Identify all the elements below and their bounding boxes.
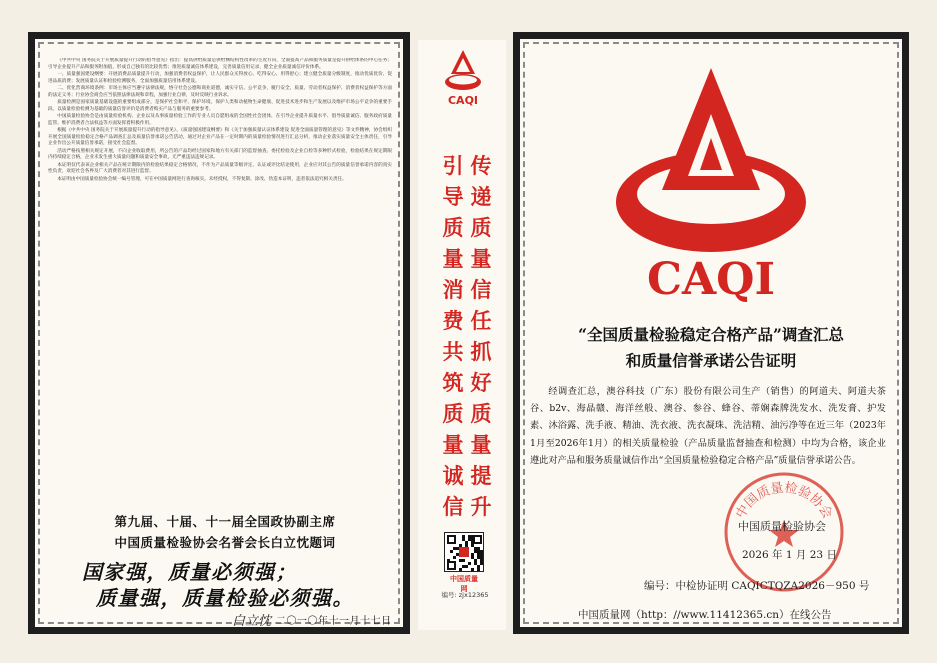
qr-module (459, 568, 462, 571)
inscription-date: 二〇一〇年十一月十七日 (276, 616, 392, 627)
slogan-left-2: 共筑质量诚信 (442, 339, 464, 519)
issue-date: 2026 年 1 月 23 日 (742, 549, 837, 561)
policy-paragraph: 二、优化营商环境条例：市场主体应当遵守法律法规，恪守社会公德和商业道德，诚实守信、公平竞争，履行安全、质量、劳动者权益保护、消费者权益保护等方面的法定义务；行业协会商会应当依照法律法规和章程，加强行业自律，及时反映行业诉求。 (48, 86, 392, 98)
main-logo-text: CAQI (646, 254, 776, 305)
qr-module (447, 559, 450, 562)
calligraphy-line2: 质量强，质量检验必须强。 (96, 586, 354, 610)
qr-center-logo (458, 546, 470, 558)
slogan-right-1: 传递质量信任 (470, 153, 492, 333)
title-line2: 和质量信誉承诺公告证明 (625, 351, 797, 370)
qr-module (456, 547, 459, 550)
policy-paragraph: 活动严格按照相关规定开展，不向企业收取费用，所公告的产品均经过国家和地方有关部门的监督抽查、委托检验及企业自检等多种形式检验，检验结果在规定期限内持续稳定合格，企业未发生重大质量问题和质量安全事故，无严重违法违规记录。 (48, 148, 392, 160)
qr-module (465, 565, 468, 568)
slogan-column-right (468, 150, 494, 522)
title-line1: “全国质量检验稳定合格产品”调查汇总 (578, 325, 844, 344)
policy-paragraph: 中国质量检验协会是由质量检验机构、企业以及从事质量检验工作的专业人员自愿组成的全国性社会团体，在引导企业提升质量水平、倡导质量诚信、服务政府质量监管、维护消费者合法权益等方面发挥着积极作用。 (48, 114, 392, 126)
policy-paragraph: 本证明仅代表该企业相关产品在统计期限内的检验结果稳定合格情况，不作为产品质量等级评定、认证或评比结论使用，企业应对其公告的质量信誉承诺内容的真实性负责，欢迎社会各界及广大消费者对其进行监督。 (48, 162, 392, 174)
signature: 白立忱 (232, 614, 272, 629)
issuer-name: 中国质量检验协会 (738, 520, 826, 533)
slogan-right-2: 抓好质量提升 (470, 339, 492, 519)
inscription-line2: 中国质量检验协会名誉会长白立忱题词 (114, 535, 336, 550)
online-notice-footer: 中国质量网（http：//www.11412365.cn）在线公告 (578, 609, 832, 621)
small-logo-text: CAQI (447, 94, 479, 107)
qr-module (465, 544, 468, 547)
caqi-small-logo (441, 48, 485, 108)
qr-module (459, 544, 462, 547)
slogan-left-1: 引导质量消费 (442, 153, 464, 333)
qr-module (468, 562, 471, 565)
calligraphy-line1: 国家强，质量必须强； (82, 560, 297, 584)
certificate-title (530, 322, 892, 374)
policy-paragraph: 一、质量强国建设纲要：开展消费品质量提升行动，加强消费者权益保护，让人民群众买得放心、吃得安心、用得舒心；建立健全质量分级制度，推动优质优价、促进品质消费；发展质量认证和检验检测服务，全面加强质量信用体系建设。 (48, 72, 392, 84)
qr-module (453, 556, 456, 559)
qr-module (471, 568, 474, 571)
certificate-number: 编号：中检协证明 CAQICTQZA2026－950 号 (644, 580, 870, 592)
qr-module (480, 562, 483, 565)
qr-module (462, 559, 465, 562)
qr-finder (447, 561, 456, 570)
policy-text-block (48, 58, 392, 496)
policy-paragraph: 本证明由中国质量检验协会统一编号管理，可在中国质量网进行查询核实。未经授权，不得复制、涂改、伪造本证明，违者依法追究相关责任。 (57, 176, 347, 182)
qr-code[interactable] (444, 532, 484, 572)
slogan-column-left (440, 150, 466, 522)
inscription-line1: 第九届、十届、十一届全国政协副主席 (114, 514, 336, 529)
policy-paragraph: 《中共中央 国务院关于开展质量提升行动的指导意见》指出：提高供给质量是供给侧结构性改革的主攻方向，全面提高产品和服务质量是提升供给体系的中心任务；引导企业提升产品和服务附加值，形成自己独有的比较优势；推进质量诚信体系建设，完善质量信用记录，健全企业质量诚信评价体系。 (48, 58, 392, 70)
policy-paragraph: 根据《中共中央 国务院关于开展质量提升行动的指导意见》、《质量强国建设纲要》和《关于加强质量认证体系建设 促进全面质量管理的意见》等文件精神，协会组织开展全国质量检验稳定合格产品调查汇总及质量信誉承诺公告活动，通过对企业产品在一定时期内的质量检验情况进行汇总分析，推动企业落实质量安全主体责任，引导企业作出公开质量信誉承诺，接受社会监督。 (48, 128, 392, 146)
qr-finder (473, 535, 482, 544)
qr-finder (447, 535, 456, 544)
qr-module (477, 568, 480, 571)
spine-code: 编号: zjx12365 (441, 591, 489, 599)
qr-module (450, 550, 453, 553)
qr-module (456, 553, 459, 556)
policy-paragraph: 质量检测是国家质量基础设施的重要组成部分，是保护社会和平、保护环境、保护人类和动植物生命健康、促进技术进步和生产发展以及维护市场公平竞争的重要手段。以质量检验检测为基础的质量信誉评价是消费者购买产品与服务的重要参考。 (48, 100, 392, 112)
caqi-main-logo (602, 62, 820, 307)
certificate-body: 经调查汇总，澳谷科技（广东）股份有限公司生产（销售）的阿道夫、阿道夫茶谷、b2v、海晶赣、海洋丝般、澳谷、参谷、蜂谷、蒂娴森牌洗发水、洗发膏、护发素、沐浴露、洗手液、精油、洗衣液、洗衣凝珠、洗洁精、油污净等在近三年（2023年1月至2026年1月）的相关质量检验（产品质量监督抽查和检测）中均为合格，该企业遵此对产品和服务质量诚信作出“全国质量检验稳定合格产品”质量信誉承诺公告。 (530, 386, 886, 466)
qr-label: 中国质量网 (450, 575, 478, 593)
seal-text-arc: 中国质量检验协会 (733, 480, 835, 522)
inscription-heading (80, 512, 370, 551)
